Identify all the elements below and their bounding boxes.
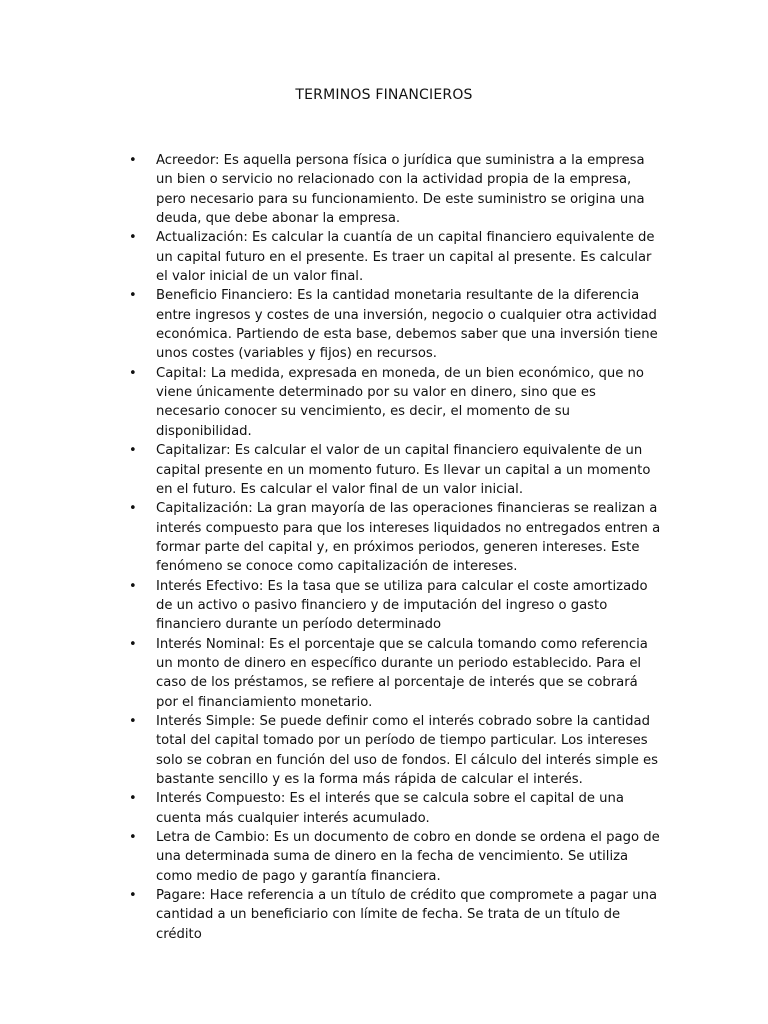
list-item — [129, 886, 661, 944]
bullet-icon: • — [129, 153, 137, 168]
list-item — [129, 635, 661, 712]
list-item — [129, 228, 661, 286]
bullet-icon: • — [129, 791, 137, 807]
bullet-icon: • — [129, 888, 137, 904]
list-item — [129, 286, 661, 363]
list-item — [129, 441, 661, 499]
list-item — [129, 499, 661, 576]
bullet-icon: • — [129, 830, 137, 846]
bullet-icon: • — [129, 288, 137, 304]
term-text: Pagare: Hace referencia a un título de crédito que compromete a pagar una cantidad a un beneficiario con límite de fecha. Se trata de un título de crédito — [156, 888, 658, 942]
term-text: Capitalizar: Es calcular el valor de un capital financiero equivalente de un capital presente en un momento futuro. Es llevar un capital a un momento en el futuro. Es calcular el valor final de un valor inicial. — [156, 443, 651, 497]
term-text: Letra de Cambio: Es un documento de cobro en donde se ordena el pago de una determinada suma de dinero en la fecha de vencimiento. Se utiliza como medio de pago y garantía financiera. — [156, 830, 660, 884]
document-title: TERMINOS FINANCIEROS — [295, 87, 473, 103]
term-text: Interés Nominal: Es el porcentaje que se calcula tomando como referencia un monto de dinero en específico durante un periodo establecido. Para el caso de los préstamos, se refiere al porcentaje de interés que se cobrará por el financiamiento monetario. — [156, 636, 648, 710]
list-item — [129, 828, 661, 886]
bullet-icon: • — [129, 501, 137, 517]
list-item — [129, 789, 661, 828]
bullet-icon: • — [129, 443, 137, 459]
term-text: Interés Simple: Se puede definir como el interés cobrado sobre la cantidad total del capital tomado por un período de tiempo particular. Los intereses solo se cobran en función del uso de fondos. El cálculo del interés simple es bastante sencillo y es la forma más rápida de calcular el interés. — [156, 713, 658, 787]
term-text: Capitalización: La gran mayoría de las operaciones financieras se realizan a interés compuesto para que los intereses liquidados no entregados entren a formar parte del capital y, en próximos periodos, generen intereses. Este fenómeno se conoce como capitalización de intereses. — [156, 501, 661, 575]
bullet-icon: • — [129, 636, 137, 652]
term-text: Interés Efectivo: Es la tasa que se utiliza para calcular el coste amortizado de un activo o pasivo financiero y de imputación del ingreso o gasto financiero durante un período determinado — [156, 578, 648, 633]
list-item — [129, 712, 661, 789]
list-item — [129, 151, 661, 228]
term-text: Capital: La medida, expresada en moneda, de un bien económico, que no viene únicamente determinado por su valor en dinero, sino que es necesario conocer su vencimiento, es decir, el momento de su disponibilidad. — [156, 365, 644, 439]
term-text: Actualización: Es calcular la cuantía de un capital financiero equivalente de un capital futuro en el presente. Es traer un capital al presente. Es calcular el valor inicial de un valor final. — [156, 230, 655, 285]
term-text: Interés Compuesto: Es el interés que se calcula sobre el capital de una cuenta más cualquier interés acumulado. — [156, 791, 624, 826]
bullet-icon: • — [129, 578, 137, 594]
bullet-icon: • — [129, 230, 137, 246]
term-text: Acreedor: Es aquella persona física o jurídica que suministra a la empresa un bien o servicio no relacionado con la actividad propia de la empresa, pero necesario para su funcionamiento. De este suministro se origina una deuda, que debe abonar la empresa. — [156, 153, 645, 227]
terms-list — [129, 151, 661, 944]
list-item — [129, 364, 661, 441]
term-text: Beneficio Financiero: Es la cantidad monetaria resultante de la diferencia entre ingresos y costes de una inversión, negocio o cualquier otra actividad económica. Partiendo de esta base, debemos saber que una inversión tiene unos costes (variables y fijos) en recursos. — [156, 288, 658, 362]
bullet-icon: • — [129, 713, 137, 729]
bullet-icon: • — [129, 365, 137, 381]
list-item — [129, 577, 661, 635]
